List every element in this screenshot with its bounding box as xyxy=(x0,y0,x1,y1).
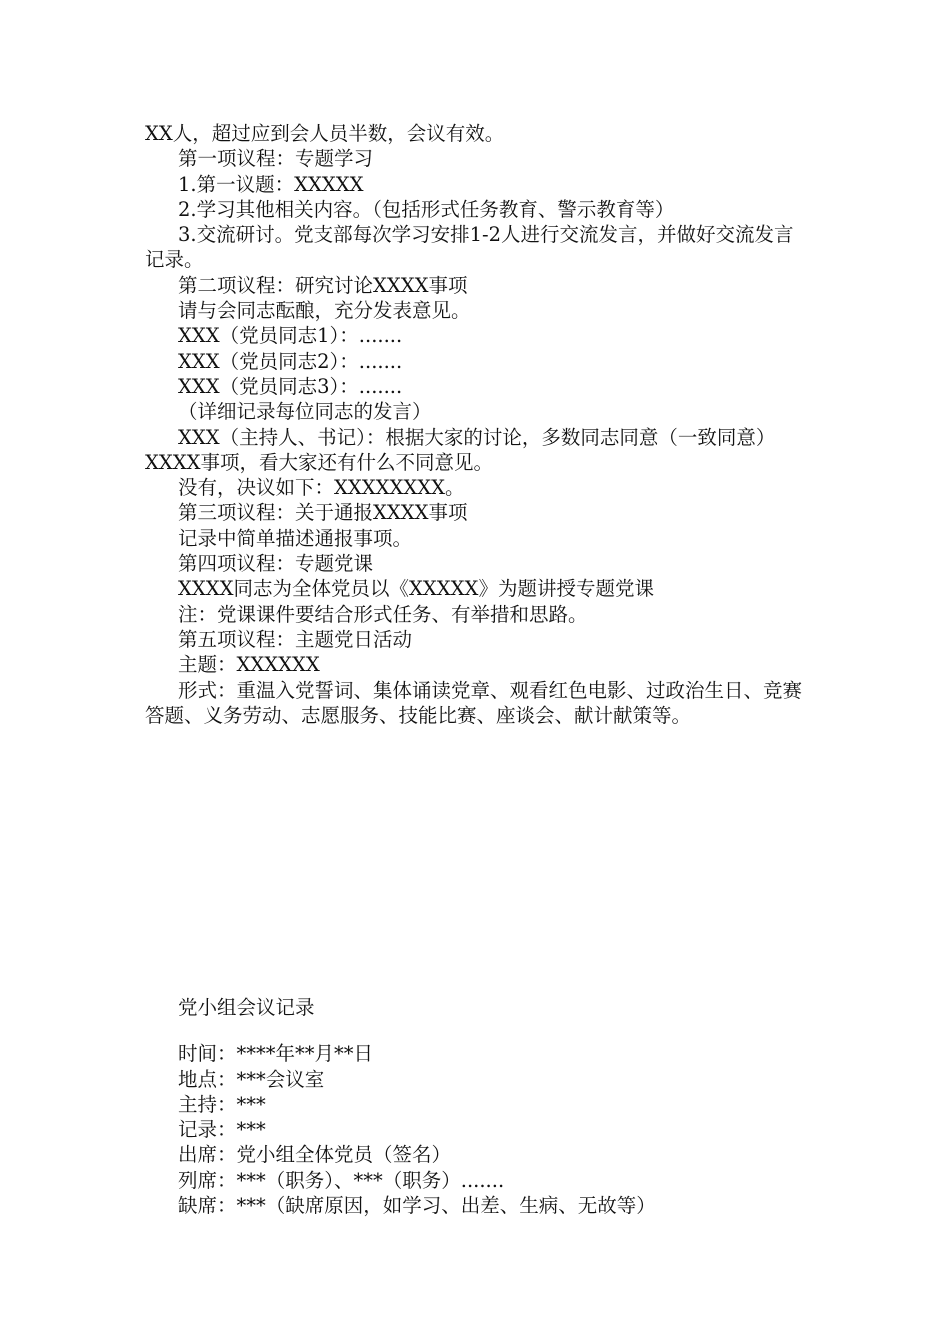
agenda-item-3-heading: 第三项议程：关于通报XXXX事项 xyxy=(178,501,468,525)
agenda-item-2-heading: 第二项议程：研究讨论XXXX事项 xyxy=(178,273,468,297)
attendees-field: 出席：党小组全体党员（签名） xyxy=(178,1143,452,1167)
recorder-field: 记录：*** xyxy=(178,1118,266,1142)
observers-field: 列席：***（职务）、***（职务）....... xyxy=(178,1168,505,1192)
member-comment-3: XXX（党员同志3）：....... xyxy=(178,374,403,398)
lecture-note: 注：党课课件要结合形式任务、有举措和思路。 xyxy=(178,602,588,626)
group-meeting-record-section xyxy=(145,995,810,1218)
attendance-line: XX人，超过应到会人员半数，会议有效。 xyxy=(145,122,505,145)
agenda-item-3-note: 记录中简单描述通报事项。 xyxy=(178,526,413,550)
agenda-item-1-point-3: 3.交流研讨。党支部每次学习安排1-2人进行交流发言，并做好交流发言记录。 xyxy=(145,223,794,272)
absentees-field: 缺席：***（缺席原因，如学习、出差、生病、无故等） xyxy=(178,1194,656,1218)
activity-theme: 主题：XXXXXX xyxy=(178,653,320,677)
discussion-prompt: 请与会同志酝酿，充分发表意见。 xyxy=(178,299,471,323)
agenda-item-1-point-1: 1.第一议题：XXXXX xyxy=(178,172,364,196)
time-field: 时间：****年**月**日 xyxy=(178,1042,374,1066)
meeting-agenda-section xyxy=(145,121,810,728)
agenda-item-1-heading: 第一项议程：专题学习 xyxy=(178,147,374,171)
activity-forms: 形式：重温入党誓词、集体诵读党章、观看红色电影、过政治生日、竞赛答题、义务劳动、志愿服务、技能比赛、座谈会、献计献策等。 xyxy=(145,678,803,727)
host-field: 主持：*** xyxy=(178,1092,266,1116)
record-title: 党小组会议记录 xyxy=(178,996,315,1019)
member-comment-1: XXX（党员同志1）：....... xyxy=(178,324,403,348)
location-field: 地点：***会议室 xyxy=(178,1067,325,1091)
host-summary: XXX（主持人、书记）：根据大家的讨论，多数同志同意（一致同意）XXXX事项，看大家还有什么不同意见。 xyxy=(145,425,776,474)
agenda-item-1-point-2: 2.学习其他相关内容。（包括形式任务教育、警示教育等） xyxy=(178,197,675,221)
record-note: （详细记录每位同志的发言） xyxy=(178,400,432,424)
agenda-item-5-heading: 第五项议程：主题党日活动 xyxy=(178,627,413,651)
agenda-item-4-heading: 第四项议程：专题党课 xyxy=(178,552,374,576)
party-lecture-line: XXXX同志为全体党员以《XXXXX》为题讲授专题党课 xyxy=(178,577,654,601)
member-comment-2: XXX（党员同志2）：....... xyxy=(178,349,403,373)
resolution-line: 没有，决议如下：XXXXXXXX。 xyxy=(178,476,465,500)
